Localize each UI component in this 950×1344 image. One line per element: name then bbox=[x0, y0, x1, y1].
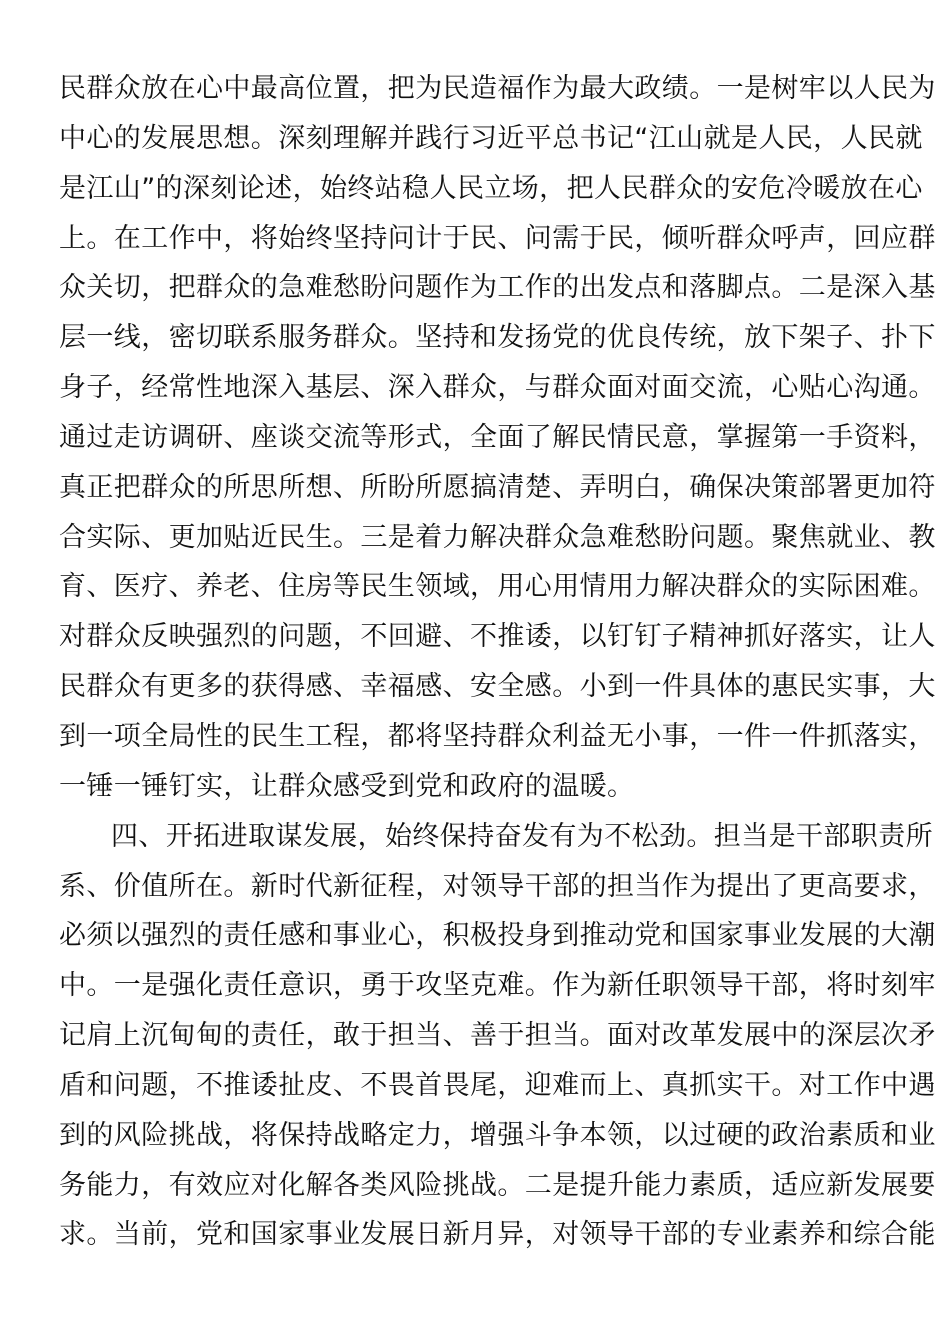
text-line: 到的风险挑战，将保持战略定力，增强斗争本领，以过硬的政治素质和业 bbox=[59, 1119, 936, 1151]
text-line: 记肩上沉甸甸的责任，敢于担当、善于担当。面对改革发展中的深层次矛 bbox=[59, 1020, 936, 1052]
text-line: 中。一是强化责任意识，勇于攻坚克难。作为新任职领导干部，将时刻牢 bbox=[59, 970, 936, 1002]
text-line: 是江山”的深刻论述，始终站稳人民立场，把人民群众的安危冷暖放在心 bbox=[59, 172, 923, 204]
paragraph-people-centered bbox=[59, 64, 936, 812]
text-line: 合实际、更加贴近民生。三是着力解决群众急难愁盼问题。聚焦就业、教 bbox=[59, 521, 936, 553]
text-line: 通过走访调研、座谈交流等形式，全面了解民情民意，掌握第一手资料， bbox=[59, 421, 936, 453]
text-line: 必须以强烈的责任感和事业心，积极投身到推动党和国家事业发展的大潮 bbox=[59, 920, 936, 952]
text-line: 民群众放在心中最高位置，把为民造福作为最大政绩。一是树牢以人民为 bbox=[59, 73, 936, 104]
text-line: 系、价值所在。新时代新征程，对领导干部的担当作为提出了更高要求， bbox=[59, 870, 936, 902]
document-page bbox=[59, 64, 936, 1260]
text-line: 求。当前，党和国家事业发展日新月异，对领导干部的专业素养和综合能 bbox=[59, 1219, 936, 1251]
text-line: 上。在工作中，将始终坚持问计于民、问需于民，倾听群众呼声，回应群 bbox=[59, 222, 936, 254]
text-line: 中心的发展思想。深刻理解并践行习近平总书记“江山就是人民，人民就 bbox=[59, 122, 923, 154]
text-line: 到一项全局性的民生工程，都将坚持群众利益无小事，一件一件抓落实， bbox=[59, 720, 936, 752]
text-line: 务能力，有效应对化解各类风险挑战。二是提升能力素质，适应新发展要 bbox=[59, 1169, 936, 1201]
text-line-last: 一锤一锤钉实，让群众感受到党和政府的温暖。 bbox=[59, 770, 635, 802]
section-heading-line: 四、开拓进取谋发展，始终保持奋发有为不松劲。担当是干部职责所 bbox=[111, 820, 933, 852]
text-line: 对群众反映强烈的问题，不回避、不推诿，以钉钉子精神抓好落实，让人 bbox=[59, 621, 936, 653]
text-line: 民群众有更多的获得感、幸福感、安全感。小到一件具体的惠民实事，大 bbox=[59, 671, 936, 703]
text-line: 育、医疗、养老、住房等民生领域，用心用情用力解决群众的实际困难。 bbox=[59, 571, 936, 603]
text-line: 众关切，把群众的急难愁盼问题作为工作的出发点和落脚点。二是深入基 bbox=[59, 272, 936, 304]
text-line: 身子，经常性地深入基层、深入群众，与群众面对面交流，心贴心沟通。 bbox=[59, 372, 936, 404]
text-line: 真正把群众的所思所想、所盼所愿搞清楚、弄明白，确保决策部署更加符 bbox=[59, 471, 936, 503]
text-line: 层一线，密切联系服务群众。坚持和发扬党的优良传统，放下架子、扑下 bbox=[59, 322, 936, 354]
text-line: 盾和问题，不推诿扯皮、不畏首畏尾，迎难而上、真抓实干。对工作中遇 bbox=[59, 1069, 936, 1101]
paragraph-section-four bbox=[59, 812, 936, 1261]
